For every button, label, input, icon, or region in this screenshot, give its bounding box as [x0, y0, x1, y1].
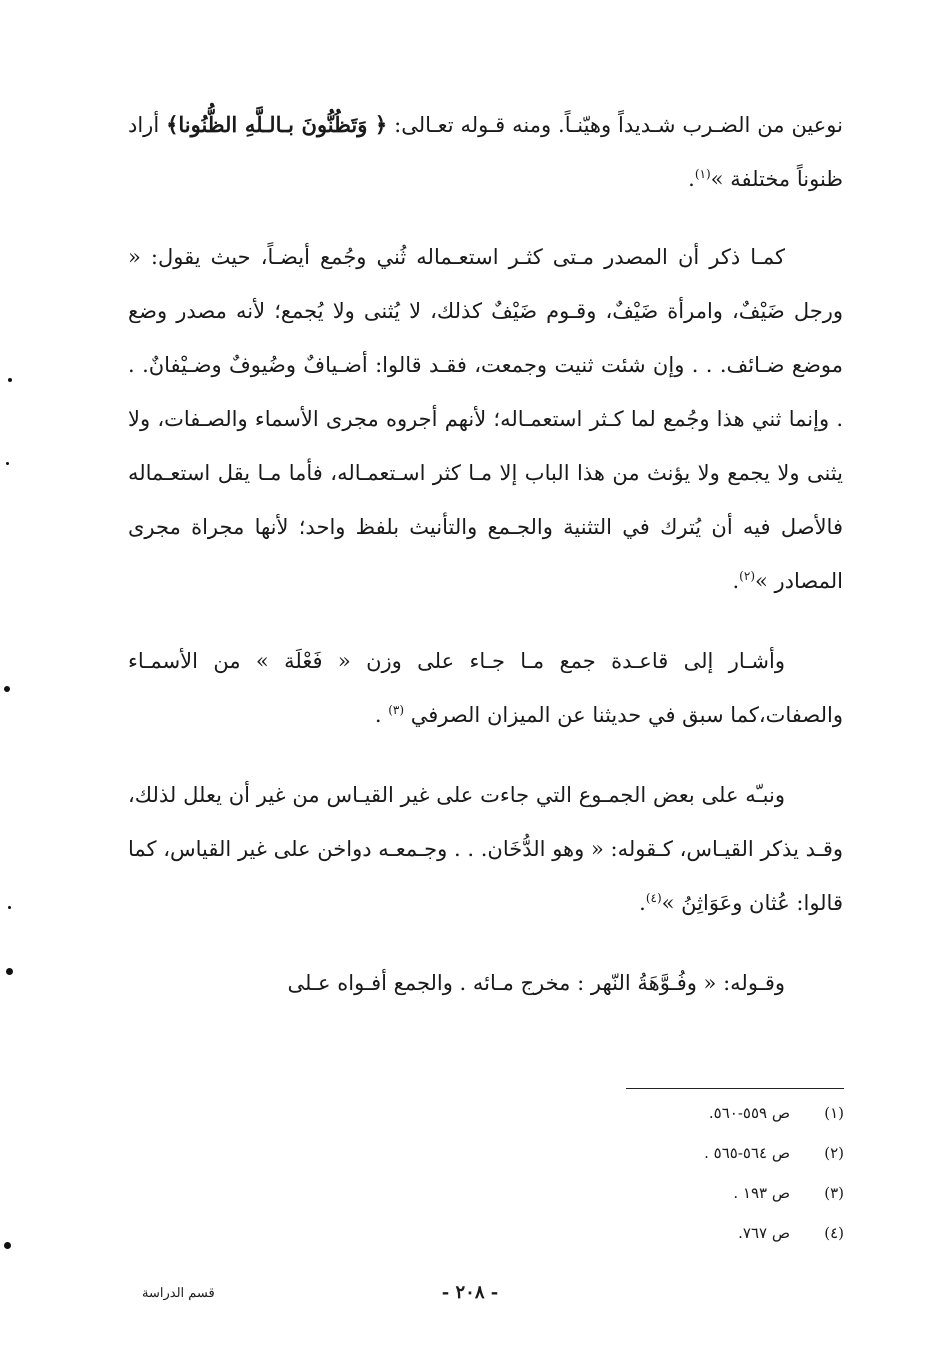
footnote-reference: (١) — [694, 167, 711, 181]
text-run: . — [732, 569, 740, 593]
footnote-number: (١) — [824, 1104, 844, 1122]
scan-speck — [8, 378, 12, 382]
text-run: . — [374, 703, 389, 727]
footnote-text: ص ٥٦٤-٥٦٥ . — [704, 1144, 790, 1162]
text-run: ونبـّه على بعض الجمـوع التي جاءت على غير القيـاس من غير أن يعلل لذلك، وقـد يذكر القيـاس، كـقوله: « وهو الدُّخَان. . . وجـمعـه دواخن على غير القياس، كما قالوا: عُثان وعَوَاثِنُ » — [128, 783, 843, 915]
paragraph — [128, 768, 843, 930]
text-run: وقـوله: « وفُـوَّهَةُ النّهر : مخرج مـائه . والجمع أفـواه عـلى — [287, 971, 785, 995]
paragraph — [128, 956, 843, 1010]
footnote-item — [560, 1138, 844, 1178]
footnote-number: (٤) — [824, 1224, 844, 1242]
paragraph — [128, 98, 843, 206]
text-run: . — [639, 891, 646, 915]
paragraph — [128, 634, 843, 742]
footnotes — [560, 1098, 844, 1258]
footnote-number: (٣) — [824, 1184, 844, 1202]
footnote-item — [560, 1098, 844, 1138]
scan-speck — [6, 462, 9, 465]
page-number: - ٢٠٨ - — [441, 1282, 499, 1303]
footnote-text: ص ١٩٣ . — [733, 1184, 790, 1202]
footnote-reference: (٣) — [388, 703, 405, 717]
section-label: قسم الدراسة — [142, 1286, 215, 1301]
text-run: . — [688, 167, 695, 191]
paragraph — [128, 230, 843, 608]
footnote-text: ص ٧٦٧. — [738, 1224, 790, 1242]
footnote-reference: (٤) — [645, 891, 662, 905]
footnote-item — [560, 1218, 844, 1258]
scan-speck — [4, 686, 10, 692]
footnote-number: (٢) — [824, 1144, 844, 1162]
scan-speck — [4, 1242, 11, 1249]
quran-quote: ﴿ وَتَظُنُّونَ بـالـلَّهِ الظُّنُونا﴾ — [166, 112, 388, 137]
footnote-text: ص ٥٥٩-٥٦٠. — [708, 1104, 790, 1122]
text-run: أراد ظنوناً مختلفة » — [128, 113, 843, 191]
footnote-separator — [626, 1088, 844, 1089]
text-run: كمـا ذكر أن المصدر مـتى كثـر استعـماله ثُني وجُمع أيضـاً، حيث يقول: « ورجل ضَيْفٌ، وامرأة ضَيْفٌ، وقـوم ضَيْفٌ كذلك، لا يُثنى ولا يُجمع؛ لأنه مصدر وضع موضع ضـائف. . . وإن شئت ثنيت وجمعت، فقـد قالوا: أضـيافٌ وضُيوفٌ وضـيْفانٌ. . . وإنما ثني هذا وجُمع لما كـثر استعمـاله؛ لأنهم أجروه مجرى الأسماء والصـفات، ولا يثنى ولا يجمع ولا يؤنث من هذا الباب إلا مـا كثر اسـتعمـاله، فأما مـا يقل استعـماله فالأصل فيه أن يُترك في التثنية والجـمع والتأنيث بلفظ واحد؛ لأنها مجراة مجرى المصادر » — [128, 245, 843, 593]
footnote-reference: (٢) — [739, 569, 755, 583]
scan-speck — [8, 906, 11, 909]
scan-speck — [6, 968, 13, 975]
text-run: نوعين من الضـرب شـديداً وهيّنـاً. ومنه قـوله تعـالى: — [387, 113, 843, 137]
text-run: وأشـار إلى قاعـدة جمع مـا جـاء على وزن « فَعْلَة » من الأسمـاء والصفات،كما سبق في حديثنا عن الميزان الصرفي — [128, 649, 843, 727]
footnote-item — [560, 1178, 844, 1218]
main-text — [128, 98, 843, 1036]
